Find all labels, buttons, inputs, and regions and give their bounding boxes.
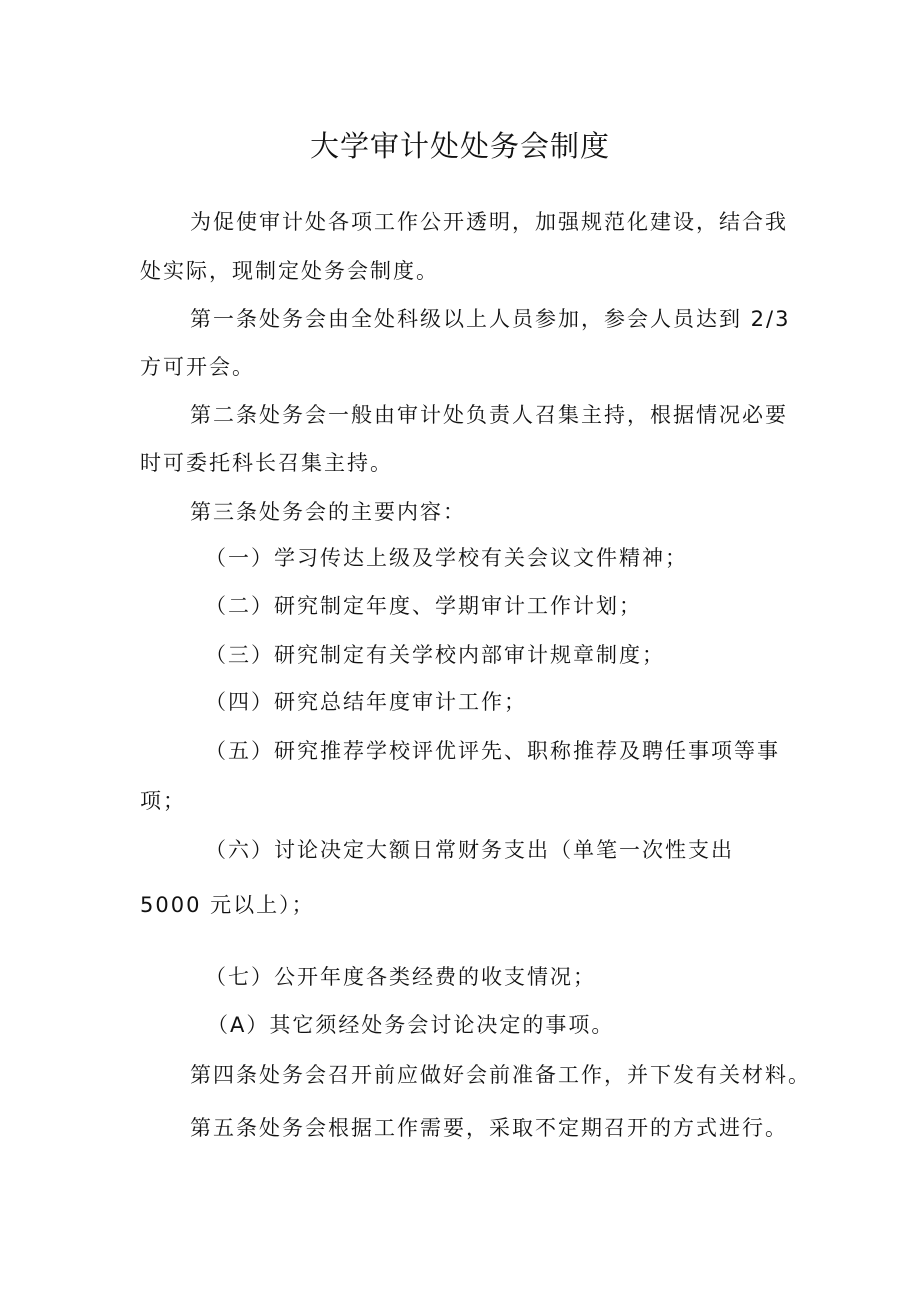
article-5: 第五条处务会根据工作需要，采取不定期召开的方式进行。: [190, 1116, 788, 1140]
list-item-2: （二）研究制定年度、学期审计工作计划；: [205, 594, 642, 618]
paragraph-intro-line-2: 处实际，现制定处务会制度。: [140, 259, 439, 283]
list-item-4: （四）研究总结年度审计工作；: [205, 690, 527, 714]
list-item-7: （七）公开年度各类经费的收支情况；: [205, 965, 596, 989]
article-1-line-1: 第一条处务会由全处科级以上人员参加，参会人员达到 2/3: [190, 307, 791, 331]
list-item-5-line-1: （五）研究推荐学校评优评先、职称推荐及聘任事项等事: [205, 739, 780, 763]
article-2-line-2: 时可委托科长召集主持。: [140, 451, 393, 475]
article-3-heading: 第三条处务会的主要内容：: [190, 500, 466, 524]
list-item-6-line-2: 5000 元以上）；: [140, 893, 315, 917]
paragraph-intro-line-1: 为促使审计处各项工作公开透明，加强规范化建设，结合我: [190, 210, 788, 234]
list-item-6-line-1: （六）讨论决定大额日常财务支出（单笔一次性支出: [205, 838, 734, 862]
list-item-1: （一）学习传达上级及学校有关会议文件精神；: [205, 546, 688, 570]
article-2-line-1: 第二条处务会一般由审计处负责人召集主持，根据情况必要: [190, 403, 788, 427]
list-item-5-line-2: 项；: [140, 789, 186, 813]
document-title: 大学审计处处务会制度: [309, 129, 610, 163]
list-item-a: （A）其它须经处务会讨论决定的事项。: [207, 1013, 615, 1037]
article-4: 第四条处务会召开前应做好会前准备工作，并下发有关材料。: [190, 1063, 811, 1087]
article-1-line-2: 方可开会。: [140, 355, 255, 379]
list-item-3: （三）研究制定有关学校内部审计规章制度；: [205, 643, 665, 667]
